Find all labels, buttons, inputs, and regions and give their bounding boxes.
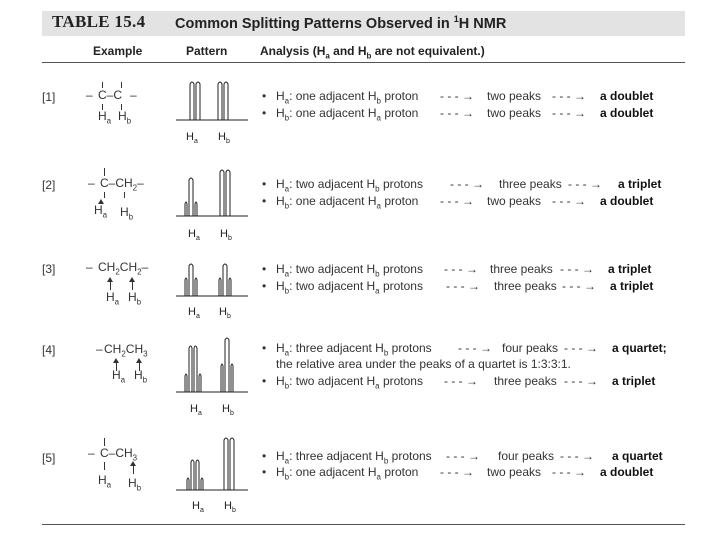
molecule-structure	[88, 438, 172, 498]
row-number: [2]	[42, 178, 56, 192]
spectrum-triplet-triplet	[176, 250, 248, 312]
analysis-line: • $H_a$: three adjacent $H_b$ protons - - - → four peaks - - - → a quartet;	[262, 341, 667, 358]
molecule-structure	[92, 342, 172, 402]
peak-labels: $H_a$ $H_b$	[192, 500, 236, 515]
label-ha: $H_a$	[106, 290, 120, 307]
molecule-formula: – C–C –	[86, 88, 137, 102]
molecule-formula: – $C-CH_2-$	[88, 176, 144, 193]
bond-line	[104, 462, 105, 470]
column-header-pattern: Pattern	[186, 44, 228, 58]
splitting-pattern	[176, 74, 248, 136]
table-title: Common Splitting Patterns Observed in $^1$H NMR	[175, 14, 507, 32]
label-hb: $H_b$	[120, 205, 134, 222]
spectrum-quartet-doublet	[176, 430, 248, 496]
row-number: [5]	[42, 451, 56, 465]
header-rule	[42, 62, 685, 63]
peak-labels: $H_a$ $H_b$	[190, 403, 234, 418]
label-hb: $H_b$	[134, 368, 148, 385]
splitting-pattern	[176, 332, 248, 394]
analysis-line: • $H_b$: two adjacent $H_a$ protons - - - → three peaks - - - → a triplet	[262, 279, 654, 296]
label-hb: $H_b$	[118, 109, 132, 126]
molecule-structure	[86, 82, 172, 142]
bond-line	[104, 192, 105, 198]
label-ha: $H_a$	[112, 368, 126, 385]
peak-labels: $H_a$ $H_b$	[186, 131, 230, 146]
molecule-formula: – $CH_2CH_2-$	[86, 260, 149, 277]
bond-line	[124, 192, 125, 198]
splitting-pattern	[176, 250, 248, 312]
analysis-line: • $H_b$: two adjacent $H_a$ protons - - - → three peaks - - - → a triplet	[262, 374, 656, 391]
molecule-formula: – $C-CH_3$	[88, 446, 138, 463]
molecule-structure	[86, 260, 172, 320]
analysis-line: • $H_a$: three adjacent $H_b$ protons - - - → four peaks - - - → a quartet	[262, 449, 663, 466]
column-header-analysis: Analysis ($H_a$ and $H_b$ are not equivalent.)	[260, 44, 485, 61]
label-ha: $H_a$	[94, 203, 108, 220]
row-number: [1]	[42, 90, 56, 104]
analysis-line: • $H_a$: one adjacent $H_b$ proton - - - → two peaks - - - → a doublet	[262, 89, 654, 106]
label-ha: $H_a$	[98, 109, 112, 126]
analysis-line: • $H_b$: one adjacent $H_a$ proton - - - → two peaks - - - → a doublet	[262, 465, 654, 482]
spectrum-doublet-doublet	[176, 74, 248, 136]
column-header-example: Example	[93, 44, 143, 58]
label-ha: $H_a$	[98, 473, 112, 490]
table-number: TABLE 15.4	[52, 12, 146, 31]
bond-line	[104, 438, 105, 446]
analysis-line: • $H_b$: one adjacent $H_a$ proton - - - → two peaks - - - → a doublet	[262, 106, 654, 123]
peak-labels: $H_a$ $H_b$	[188, 306, 231, 321]
table-bottom-rule	[42, 524, 685, 525]
splitting-pattern	[176, 162, 248, 224]
molecule-formula: – $CH_2CH_3$	[96, 342, 148, 359]
spectrum-triplet-doublet	[176, 162, 248, 224]
label-hb: $H_b$	[128, 476, 142, 493]
row-number: [3]	[42, 262, 56, 276]
analysis-line: • $H_b$: one adjacent $H_a$ proton - - - → two peaks - - - → a doublet	[262, 194, 654, 211]
analysis-line: • $H_a$: two adjacent $H_b$ protons - - - → three peaks - - - → a triplet	[262, 177, 662, 194]
label-hb: $H_b$	[128, 290, 142, 307]
bond-line	[104, 168, 105, 176]
analysis-line: • $H_a$: two adjacent $H_b$ protons - - - → three peaks - - - → a triplet	[262, 262, 652, 279]
splitting-pattern	[176, 430, 248, 492]
row-number: [4]	[42, 343, 56, 357]
peak-labels: $H_a$ $H_b$	[188, 228, 232, 243]
spectrum-quartet-triplet	[176, 332, 248, 398]
molecule-structure	[88, 168, 172, 228]
